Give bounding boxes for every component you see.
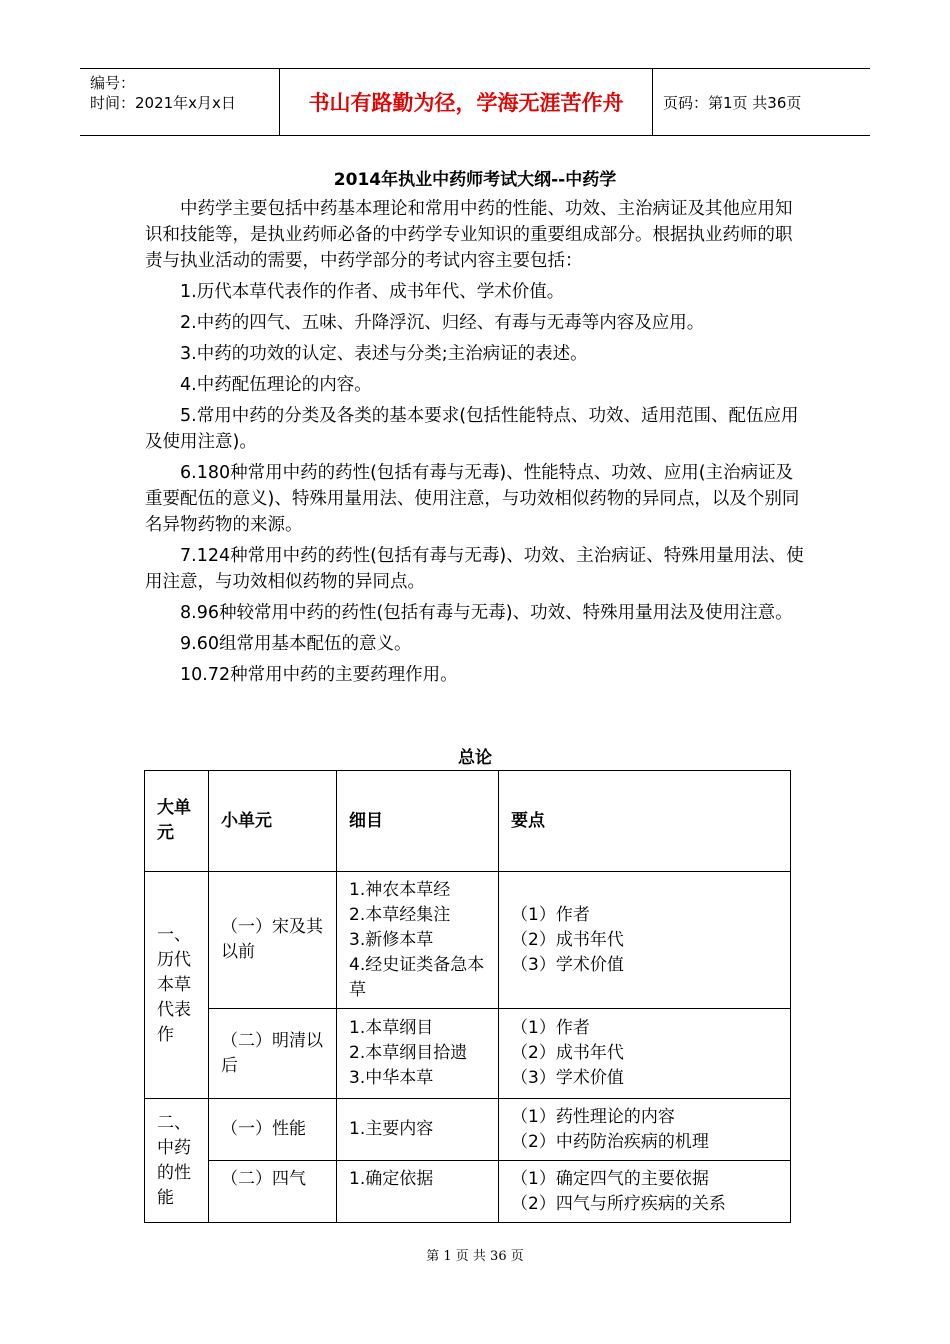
list-item: 10.72种常用中药的主要药理作用。 (180, 665, 458, 685)
point-line: （1）作者 (511, 904, 590, 925)
list-item: 5.常用中药的分类及各类的基本要求(包括性能特点、功效、适用范围、配伍应用及使用注意)。 (145, 406, 799, 452)
points-cell (499, 872, 791, 1009)
list-item: 6.180种常用中药的药性(包括有毒与无毒)、性能特点、功效、应用(主治病证及重要配伍的意义)、特殊用量用法、使用注意，与功效相似药物的异同点，以及个别同名异物药物的来源。 (145, 463, 800, 535)
page-footer: 第 1 页 共 36 页 (426, 1249, 524, 1264)
detail-line: 2.本草经集注 (349, 904, 451, 925)
points-cell (499, 1161, 791, 1223)
point-line: （3）学术价值 (511, 1068, 624, 1088)
subunit-cell: （二）四气 (209, 1161, 337, 1223)
header-meta (80, 69, 280, 135)
table-row (145, 872, 791, 1009)
point-line: （1）药性理论的内容 (511, 1106, 675, 1127)
header-cell: 大单元 (145, 771, 209, 872)
list-item: 9.60组常用基本配伍的意义。 (180, 634, 412, 654)
detail-line: 1.神农本草经 (349, 879, 451, 900)
detail-line: 1.本草纲目 (349, 1018, 434, 1038)
points-cell (499, 1099, 791, 1161)
list-item: 1.历代本草代表作的作者、成书年代、学术价值。 (180, 282, 565, 302)
point-line: （3）学术价值 (511, 954, 624, 975)
header-motto: 书山有路勤为径，学海无涯苦作舟 (280, 69, 653, 135)
number-label: 编号： (90, 74, 136, 92)
table-row (145, 1161, 791, 1223)
point-line: （2）中药防治疾病的机理 (511, 1131, 709, 1152)
detail-line: 2.本草纲目拾遗 (349, 1043, 468, 1063)
table-row (145, 1099, 791, 1161)
header-page-info: 页码：第1页 共36页 (663, 93, 802, 112)
detail-line: 4.经史证类备急本草 (349, 954, 485, 1000)
document-title: 2014年执业中药师考试大纲--中药学 (333, 170, 617, 190)
detail-line: 1.主要内容 (349, 1119, 434, 1139)
points-cell (499, 1009, 791, 1099)
header-cell: 小单元 (209, 771, 337, 872)
details-cell (337, 872, 499, 1009)
detail-line: 3.新修本草 (349, 929, 434, 950)
point-line: （2）成书年代 (511, 1043, 624, 1063)
detail-line: 1.确定依据 (349, 1169, 434, 1189)
subunit-cell: （二）明清以后 (209, 1009, 337, 1099)
unit-cell: 二、中药的性能 (145, 1099, 209, 1223)
point-line: （2）成书年代 (511, 929, 624, 950)
details-cell (337, 1009, 499, 1099)
intro-paragraph: 中药学主要包括中药基本理论和常用中药的性能、功效、主治病证及其他应用知识和技能等，是执业药师必备的中药学专业知识的重要组成部分。根据执业药师的职责与执业活动的需要，中药学部分的考试内容主要包括： (145, 199, 793, 271)
date-label: 时间：2021年x月x日 (90, 94, 236, 112)
details-cell (337, 1099, 499, 1161)
subunit-cell: （一）性能 (209, 1099, 337, 1161)
list-item: 7.124种常用中药的药性(包括有毒与无毒)、功效、主治病证、特殊用量用法、使用注意，与功效相似药物的异同点。 (145, 546, 804, 592)
document-body (145, 196, 805, 688)
details-cell (337, 1161, 499, 1223)
list-item: 2.中药的四气、五味、升降浮沉、归经、有毒与无毒等内容及应用。 (180, 313, 705, 333)
table-header-row (145, 771, 791, 872)
list-item: 8.96种较常用中药的药性(包括有毒与无毒)、功效、特殊用量用法及使用注意。 (180, 603, 793, 623)
page-header (80, 68, 870, 136)
detail-line: 3.中华本草 (349, 1068, 434, 1088)
list-item: 3.中药的功效的认定、表述与分类;主治病证的表述。 (180, 344, 588, 364)
table-row (145, 1009, 791, 1099)
list-item: 4.中药配伍理论的内容。 (180, 375, 372, 395)
syllabus-table (144, 770, 791, 1223)
header-cell: 细目 (337, 771, 499, 872)
point-line: （1）作者 (511, 1018, 590, 1038)
unit-cell: 一、历代本草代表作 (145, 872, 209, 1099)
point-line: （2）四气与所疗疾病的关系 (511, 1194, 726, 1214)
subunit-cell: （一）宋及其以前 (209, 872, 337, 1009)
point-line: （1）确定四气的主要依据 (511, 1169, 709, 1189)
section-title: 总论 (458, 748, 492, 768)
header-cell: 要点 (499, 771, 791, 872)
